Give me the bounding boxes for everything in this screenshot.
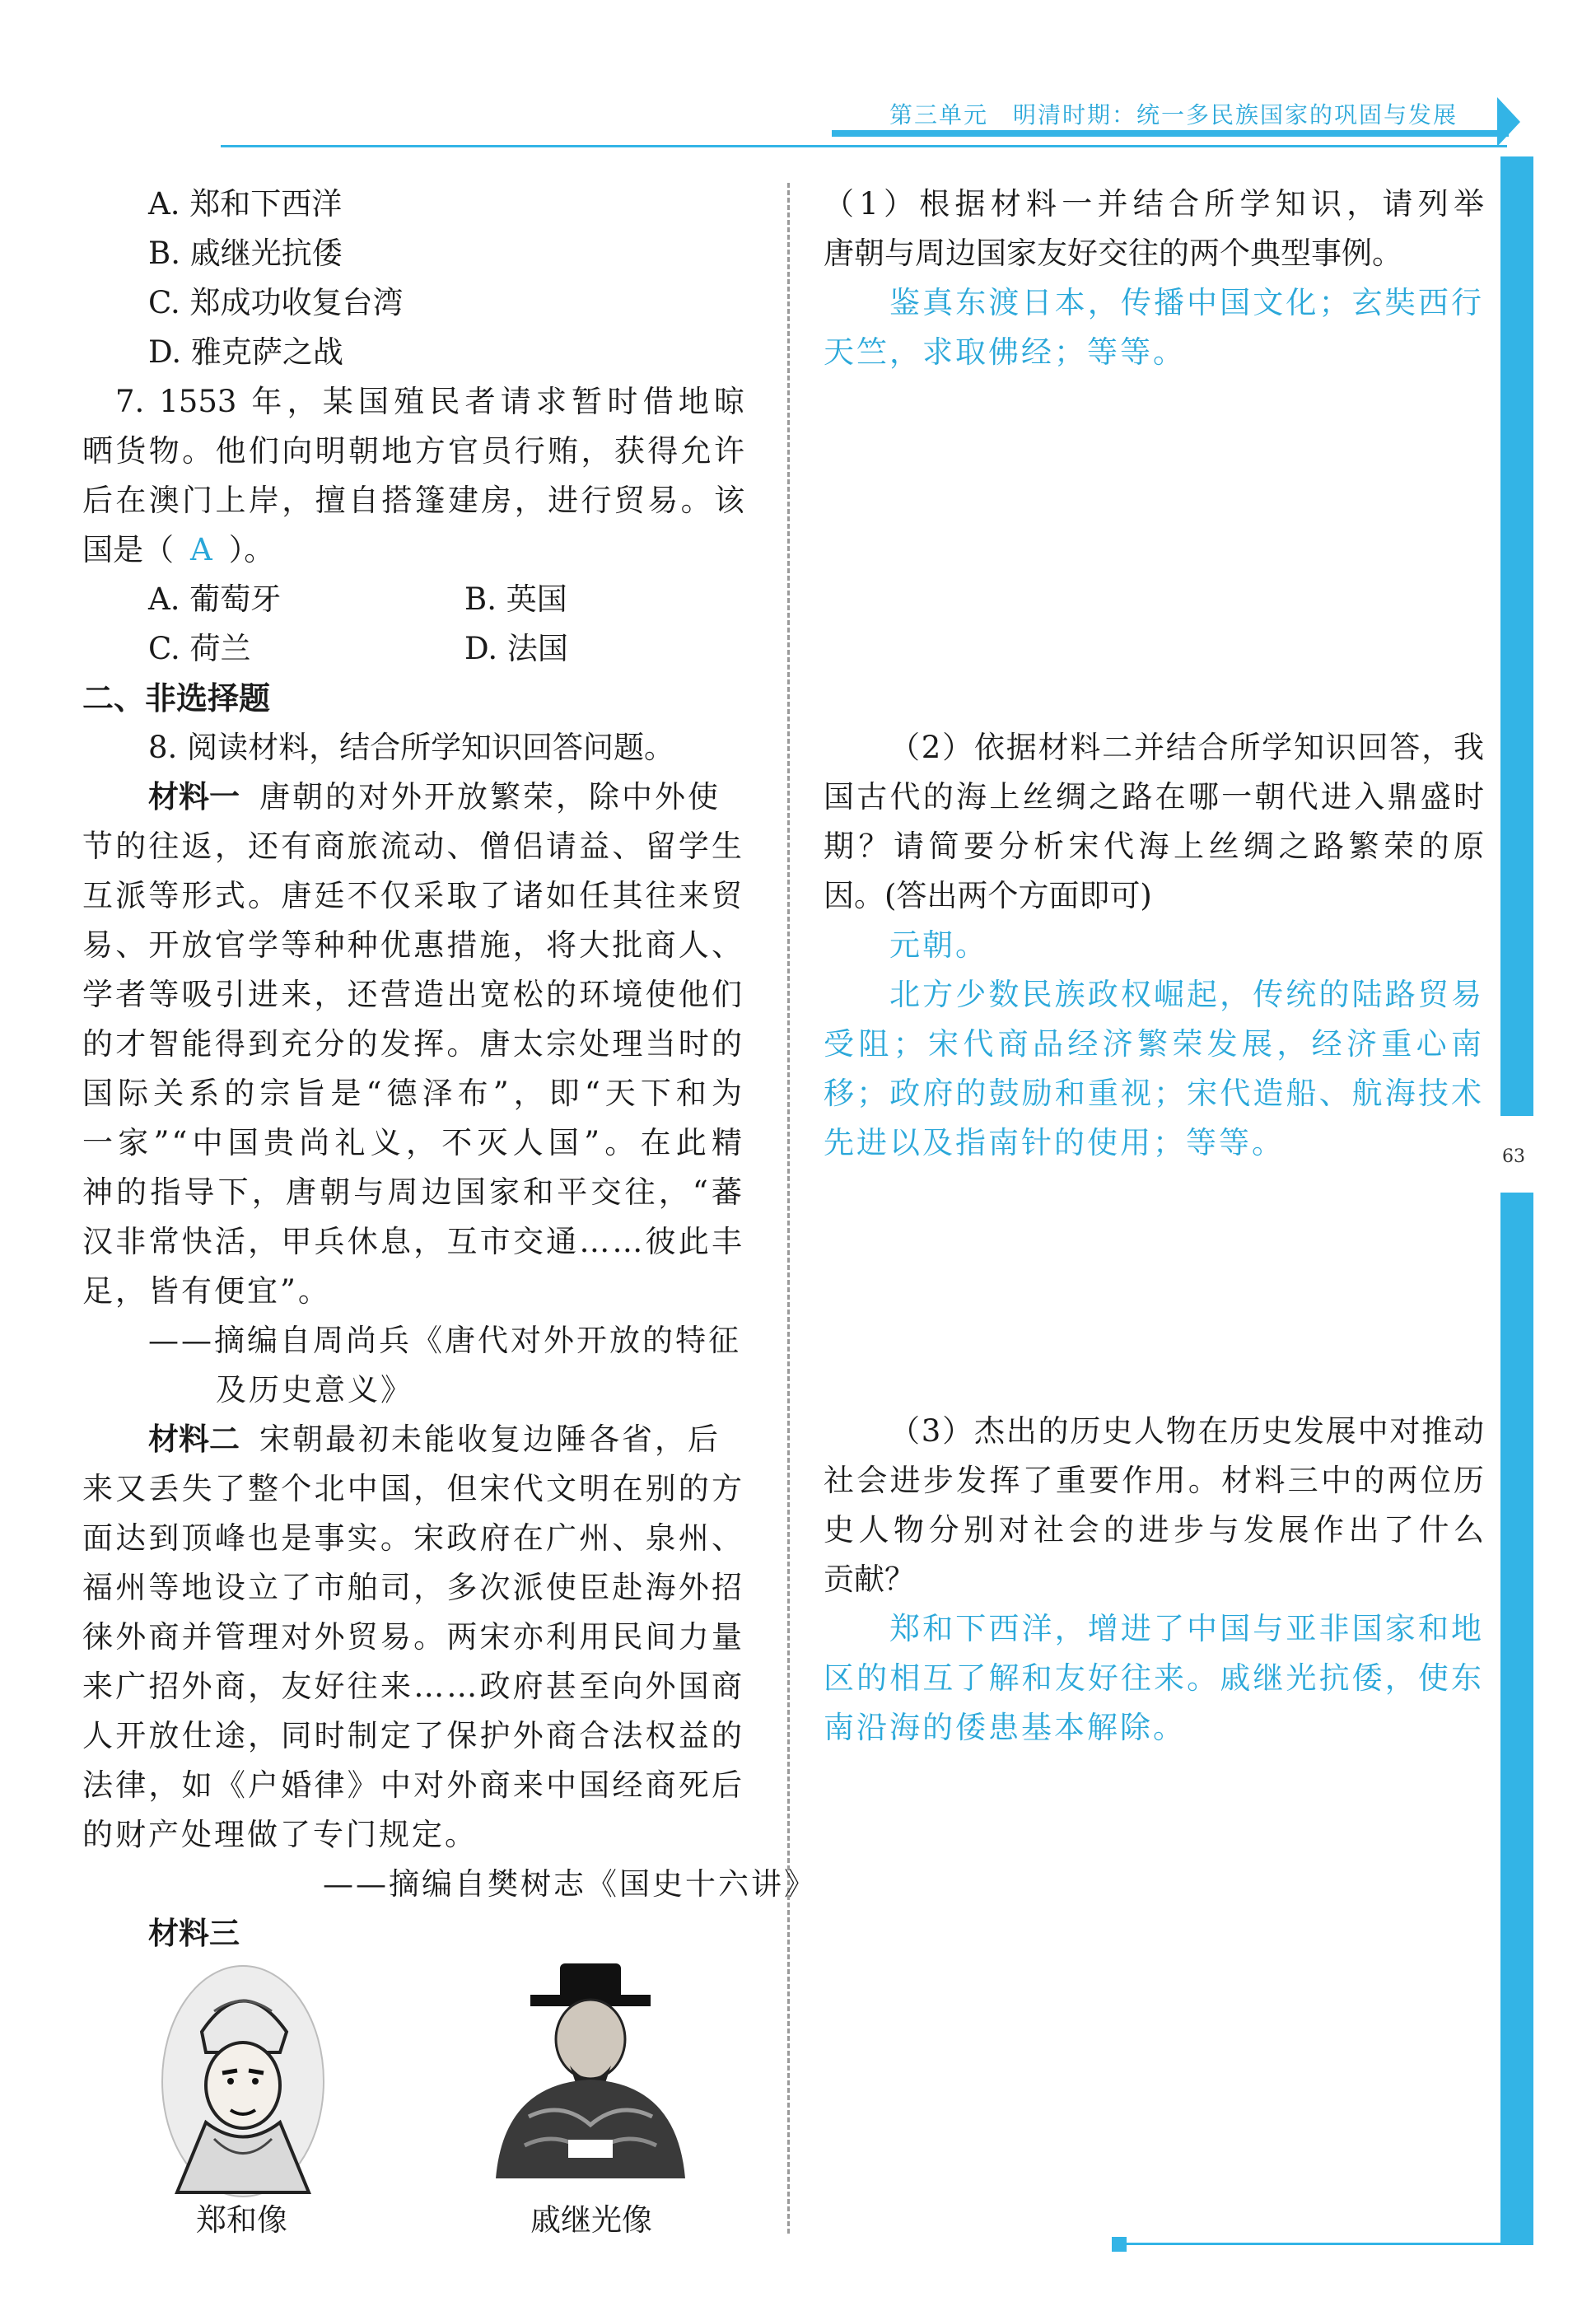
q2-last-line: 因。(答出两个方面即可) — [824, 878, 1152, 913]
q2-answer: 北方少数民族政权崛起，传统的陆路贸易 — [889, 977, 1484, 1012]
header-rule-thin — [221, 145, 1507, 147]
q2-line: 国古代的海上丝绸之路在哪一朝代进入鼎盛时 — [824, 779, 1484, 815]
q3-line: （3）杰出的历史人物在历史发展中对推动 — [889, 1413, 1484, 1449]
page-number: 63 — [1502, 1146, 1525, 1167]
material1-line: 国际关系的宗旨是“德泽布”，即“天下和为 — [82, 1076, 744, 1111]
q2-answer-dynasty: 元朝。 — [889, 927, 988, 963]
portrait-caption: 戚继光像 — [530, 2202, 652, 2238]
material1-line: 易、开放官学等种种优惠措施，将大批商人、 — [82, 927, 744, 963]
material2-last-line: 的财产处理做了专门规定。 — [82, 1817, 478, 1852]
q6-option-b: B. 戚继光抗倭 — [148, 236, 343, 271]
material2-source: ——摘编自樊树志《国史十六讲》 — [323, 1866, 817, 1902]
q6-option-c: C. 郑成功收复台湾 — [148, 285, 404, 320]
column-divider — [787, 183, 790, 2234]
material1-line: 唐朝的对外开放繁荣，除中外使 — [259, 779, 721, 815]
q2-line: （2）依据材料二并结合所学知识回答，我 — [889, 730, 1484, 765]
q6-option-a: A. 郑和下西洋 — [148, 186, 343, 222]
q7-option-b: B. 英国 — [464, 581, 567, 617]
material1-source-cont: 及历史意义》 — [216, 1372, 413, 1408]
header-tab-marker — [1497, 97, 1520, 147]
section-title: 二、非选择题 — [82, 680, 271, 717]
material1-line: 神的指导下，唐朝与周边国家和平交往，“蕃 — [82, 1174, 744, 1210]
material2-line: 面达到顶峰也是事实。宋政府在广州、泉州、 — [82, 1520, 744, 1556]
material2-label: 材料二 — [148, 1422, 240, 1457]
material2-line: 来广招外商，友好往来……政府甚至向外国商 — [82, 1669, 744, 1704]
q3-line: 史人物分别对社会的进步与发展作出了什么 — [824, 1512, 1484, 1548]
q2-answer: 受阻；宋代商品经济繁荣发展，经济重心南 — [824, 1026, 1484, 1062]
q7-option-c: C. 荷兰 — [148, 631, 251, 666]
q7-prefix: 国是（ — [82, 532, 174, 567]
zheng-he-portrait — [156, 1954, 329, 2201]
material2-first-line — [148, 1415, 721, 1464]
material2-line: 人开放仕途，同时制定了保护外商合法权益的 — [82, 1718, 744, 1753]
header-rule-thick — [832, 130, 1509, 137]
q3-answer-last: 南沿海的倭患基本解除。 — [824, 1710, 1186, 1745]
material2-line: 福州等地设立了市舶司，多次派使臣赴海外招 — [82, 1570, 744, 1605]
q6-option-d: D. 雅克萨之战 — [148, 334, 343, 370]
material1-label: 材料一 — [148, 779, 240, 815]
q7-line: 后在澳门上岸，擅自搭篷建房，进行贸易。该 — [82, 483, 744, 518]
q7-answer: A — [190, 532, 212, 567]
footer-square — [1112, 2237, 1127, 2252]
material2-line: 宋朝最初未能收复边陲各省，后 — [259, 1422, 721, 1457]
material2-line: 来又丢失了整个北中国，但宋代文明在别的方 — [82, 1471, 744, 1506]
material1-line: 汉非常快活，甲兵休息，互市交通……彼此丰 — [82, 1224, 744, 1259]
material1-line: 节的往返，还有商旅流动、僧侣请益、留学生 — [82, 829, 744, 864]
running-header: 第三单元 明清时期：统一多民族国家的巩固与发展 — [889, 101, 1458, 128]
material1-last-line: 足，皆有便宜”。 — [82, 1273, 331, 1309]
q3-answer: 郑和下西洋，增进了中国与亚非国家和地 — [889, 1611, 1484, 1646]
q3-last-line: 贡献？ — [824, 1562, 915, 1597]
q8-intro: 8. 阅读材料，结合所学知识回答问题。 — [148, 730, 675, 765]
qi-jiguang-portrait — [479, 1960, 702, 2183]
side-bar-top — [1500, 156, 1533, 1116]
q7-option-d: D. 法国 — [464, 631, 568, 666]
q7-last-line — [82, 525, 274, 575]
q1-line: （1）根据材料一并结合所学知识，请列举 — [824, 186, 1484, 222]
q1-last-line: 唐朝与周边国家友好交往的两个典型事例。 — [824, 236, 1402, 271]
q3-line: 社会进步发挥了重要作用。材料三中的两位历 — [824, 1463, 1484, 1498]
material1-line: 一家”“中国贵尚礼义，不灭人国”。在此精 — [82, 1125, 744, 1160]
material2-line: 法律，如《户婚律》中对外商来中国经商死后 — [82, 1767, 744, 1803]
material3-label: 材料三 — [148, 1916, 240, 1951]
q7-suffix: ）。 — [228, 532, 275, 567]
material1-line: 学者等吸引进来，还营造出宽松的环境使他们 — [82, 977, 744, 1012]
q2-answer-last: 先进以及指南针的使用；等等。 — [824, 1125, 1285, 1160]
q3-answer: 区的相互了解和友好往来。戚继光抗倭，使东 — [824, 1660, 1484, 1696]
q2-answer: 移；政府的鼓励和重视；宋代造船、航海技术 — [824, 1076, 1484, 1111]
material1-line: 互派等形式。唐廷不仅采取了诸如任其往来贸 — [82, 878, 744, 913]
footer-rule — [1127, 2243, 1530, 2245]
q2-line: 期？请简要分析宋代海上丝绸之路繁荣的原 — [824, 829, 1484, 864]
q1-answer: 鉴真东渡日本，传播中国文化；玄奘西行 — [889, 285, 1484, 320]
side-bar-bottom — [1500, 1193, 1533, 2245]
portrait-caption: 郑和像 — [196, 2202, 287, 2238]
q1-answer-last: 天竺，求取佛经；等等。 — [824, 334, 1186, 370]
q7-line: 7. 1553 年，某国殖民者请求暂时借地晾 — [115, 384, 744, 419]
material2-line: 徕外商并管理对外贸易。两宋亦利用民间力量 — [82, 1619, 744, 1655]
material1-first-line — [148, 773, 721, 822]
material1-source: ——摘编自周尚兵《唐代对外开放的特征 — [148, 1323, 741, 1358]
q7-line: 晒货物。他们向明朝地方官员行贿，获得允许 — [82, 433, 744, 469]
q7-option-a: A. 葡萄牙 — [148, 581, 282, 617]
material1-line: 的才智能得到充分的发挥。唐太宗处理当时的 — [82, 1026, 744, 1062]
